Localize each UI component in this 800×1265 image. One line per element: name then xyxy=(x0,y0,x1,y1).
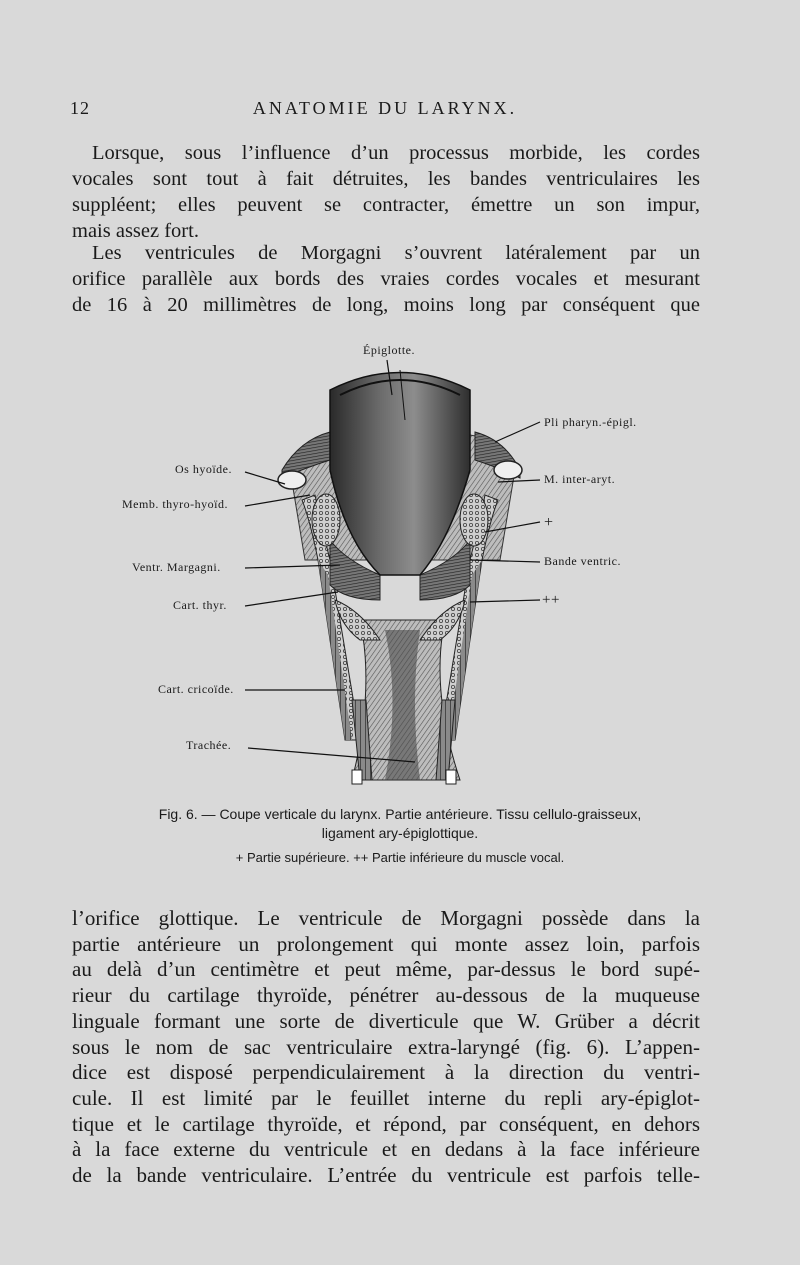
label-trachee: Trachée. xyxy=(186,738,232,752)
text-line: Lorsque, sous l’influence d’un processus morbide, les cordes xyxy=(92,142,700,164)
text-line: au delà d’un centimètre et peut même, par-dessus le bord supé- xyxy=(72,957,700,982)
text-line: linguale formant une sorte de diverticule que W. Grüber a décrit xyxy=(72,1008,700,1033)
text-line: à la face externe du ventricule et en dedans à la face inférieure xyxy=(72,1137,700,1162)
label-memb-thyro-hyoid: Memb. thyro-hyoïd. xyxy=(122,497,228,511)
text-line: tique et le cartilage thyroïde, et répond, par conséquent, en dehors xyxy=(72,1111,700,1136)
text-line: de 16 à 20 millimètres de long, moins long par conséquent que xyxy=(72,294,700,316)
text-line: partie antérieure un prolongement qui monte assez loin, parfois xyxy=(72,931,700,956)
label-bande-ventric: Bande ventric. xyxy=(544,554,621,568)
text-line: cule. Il est limité par le feuillet interne du repli ary-épiglot- xyxy=(72,1085,700,1110)
text-line: Les ventricules de Morgagni s’ouvrent latéralement par un xyxy=(92,242,700,264)
label-ventr-margagni: Ventr. Margagni. xyxy=(132,560,221,574)
text-line: rieur du cartilage thyroïde, pénétrer au-dessous de la muqueuse xyxy=(72,983,700,1008)
caption-line-1: Fig. 6. — Coupe verticale du larynx. Partie antérieure. Tissu cellulo-graisseux, xyxy=(158,806,642,822)
caption-line-2: ligament ary-épiglottique. xyxy=(321,825,479,841)
label-plus: + xyxy=(544,514,554,531)
text-line: de la bande ventriculaire. L’entrée du ventricule est parfois telle- xyxy=(72,1163,700,1188)
page-number: 12 xyxy=(70,98,90,118)
figure-caption-note: + Partie supérieure. ++ Partie inférieure du muscle vocal. xyxy=(235,850,565,865)
text-line: mais assez fort. xyxy=(72,220,199,242)
text-line: l’orifice glottique. Le ventricule de Morgagni possède dans la xyxy=(72,906,700,930)
label-cart-thyr: Cart. thyr. xyxy=(173,598,227,612)
label-m-inter-aryt: M. inter-aryt. xyxy=(544,472,616,486)
label-cart-cricoide: Cart. cricoïde. xyxy=(158,682,234,696)
label-os-hyoide: Os hyoïde. xyxy=(175,462,232,476)
label-plusplus: ++ xyxy=(542,592,560,608)
text-line: vocales sont tout à fait détruites, les bandes ventriculaires les xyxy=(72,168,700,190)
text-line: suppléent; elles peuvent se contracter, émettre un son impur, xyxy=(72,194,700,216)
text-line: orifice parallèle aux bords des vraies cordes vocales et mesurant xyxy=(72,268,700,290)
figure-caption xyxy=(90,805,710,843)
label-pli: Pli pharyn.-épigl. xyxy=(544,415,637,429)
label-epiglotte: Épiglotte. xyxy=(363,343,415,357)
text-line: sous le nom de sac ventriculaire extra-laryngé (fig. 6). L’appen- xyxy=(72,1034,700,1059)
text-line: dice est disposé perpendiculairement à la direction du ventri- xyxy=(72,1060,700,1085)
running-title: ANATOMIE DU LARYNX. xyxy=(252,98,518,118)
paragraph-3 xyxy=(72,906,700,1189)
